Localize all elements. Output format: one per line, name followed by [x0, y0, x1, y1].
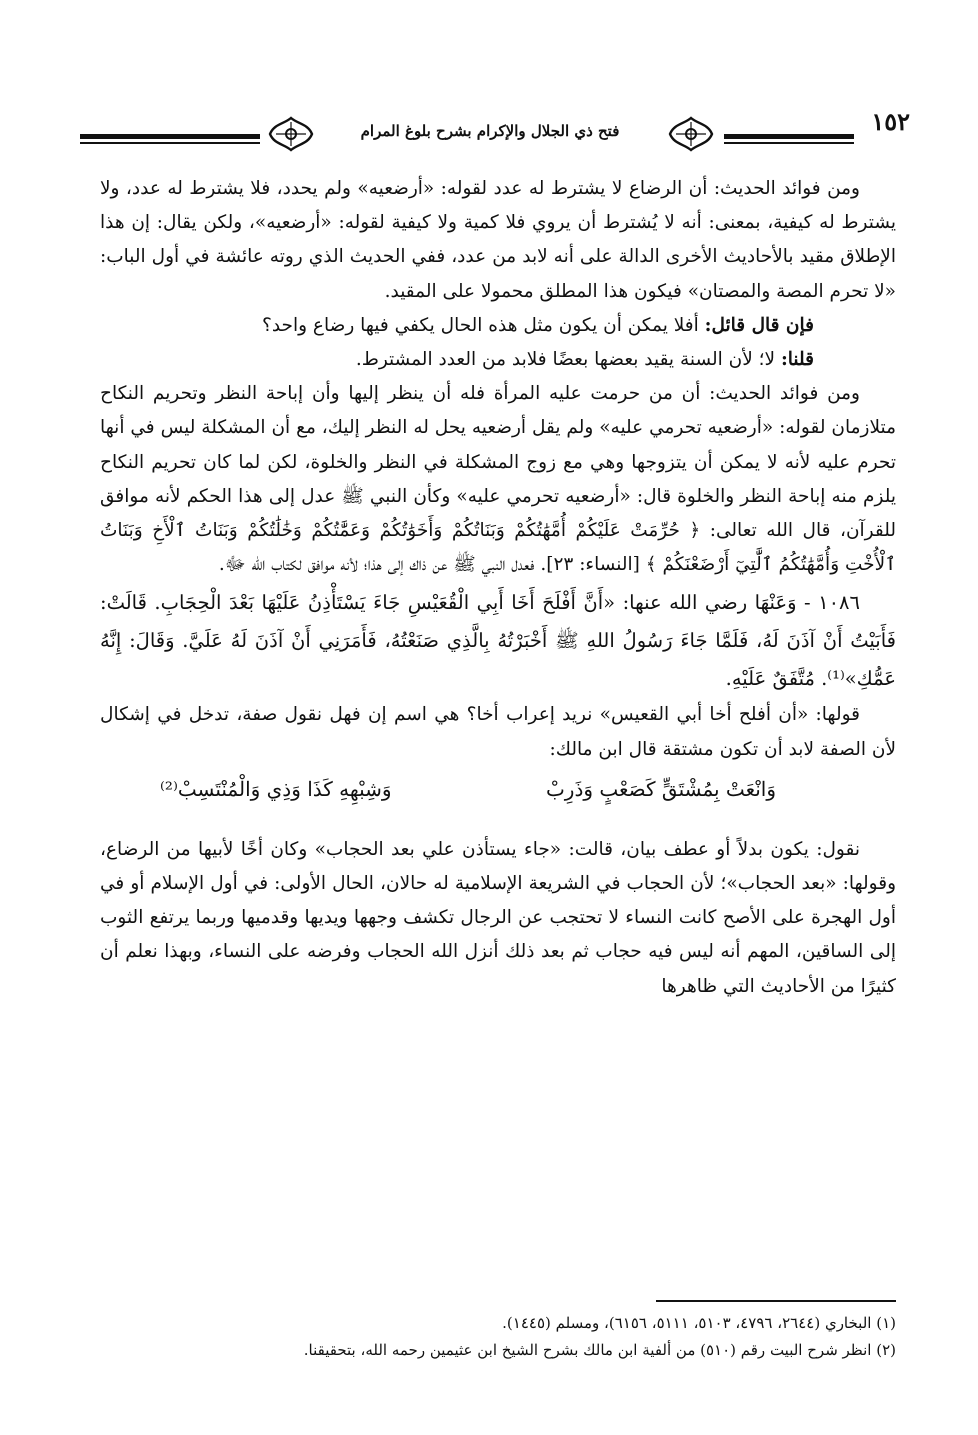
footnote-1: (١) البخاري (٢٦٤٤، ٤٧٩٦، ٥١٠٣، ٥١١١، ٦١٥٦)، ومسلم (١٤٤٥). [502, 1314, 896, 1332]
body-text [100, 172, 896, 1004]
paragraph-benefits-1: ومن فوائد الحديث: أن الرضاع لا يشترط له عدد لقوله: «أرضعيه» ولم يحدد، فلا يشترط له عدد، ولا يشترط له كيفية، بمعنى: أنه لا يُشترط أن يروي فلا كمية ولا كيفية لقوله: «أرضعيه»، ولكن يقال: إن هذا الإطلاق مقيد بالأحاديث الأخرى الدالة على أنه لابد من عدد، ففي الحديث الذي روته عائشة في أول الباب: «لا تحرم المصة والمصتان» فيكون هذا المطلق محمولا على المقيد. [100, 178, 896, 302]
question-text: أفلا يمكن أن يكون مثل هذه الحال يكفي فيها رضاع واحد؟ [262, 314, 705, 336]
header-rule-right [724, 134, 854, 139]
paragraph-hijab: نقول: يكون بدلاً أو عطف بيان، قالت: «جاء يستأذن علي بعد الحجاب» وكان أخًا لأبيها من الرضاع، وقولها: «بعد الحجاب»؛ لأن الحجاب في الشريعة الإسلامية له حالان، الحال الأولى: في أول الإسلام أو في أول الهجرة على الأصح كانت النساء لا تحتجب عن الرجال تكشف وجهها ويديها وقدميها وربما يرتفع الثوب إلى الساقين، المهم أنه ليس فيه حجاب ثم بعد ذلك أنزل الله الحجاب وفرضه على النساء، وبهذا نعلم أن كثيرًا من الأحاديث التي ظاهرها [100, 838, 896, 997]
page-number: ١٥٢ [871, 107, 910, 136]
ornament-left-icon [268, 114, 314, 154]
running-header [80, 108, 910, 154]
question-label: فإن قال قائل: [704, 314, 814, 336]
answer-label: قلنا: [780, 349, 814, 371]
verse-first-hemistich: وَانْعَتْ بِمُشْتَقٍّ كَصَعْبٍ وَذَرِبْ [545, 776, 776, 801]
verse-second-hemistich: وَشِبْهِهِ كَذَا وَذِي وَالْمُنْتَسِبْ⁽²⁾ [160, 776, 392, 801]
running-title: فتح ذي الجلال والإكرام بشرح بلوغ المرام [360, 122, 620, 140]
paragraph-benefits-2: ومن فوائد الحديث: أن من حرمت عليه المرأة فله أن ينظر إليها وأن إباحة النظر وتحريم النكاح متلازمان لقوله: «أرضعيه تحرمي عليه» ولم يقل أرضعيه يحل له النظر إليك، مع أن المشكلة ليس في أنها تحرم عليه لأنه لا يمكن أن يتزوجها وهي مع زوج المشكلة في النظر والخلوة، لكن لما كان تحريم النكاح يلزم منه إباحة النظر والخلوة قال: «أرضعيه تحرمي عليه» وكأن النبي ﷺ عدل إلى هذا الحكم لأنه موافق للقرآن، قال الله تعالى: ﴿ حُرِّمَتْ عَلَيْكُمْ أُمَّهَٰتُكُمْ وَبَنَاتُكُمْ وَأَخَوَٰتُكُمْ وَعَمَّٰتُكُمْ وَخَٰلَٰتُكُمْ وَبَنَاتُ ٱلْأَخِ وَبَنَاتُ ٱلْأُخْتِ وَأُمَّهَٰتُكُمُ ٱلَّٰتِيٓ أَرْضَعْنَكُمْ ﴾ [النساء: ٢٣]. فعدل النبي ﷺ عن ذاك إلى هذا؛ لأنه موافق لكتاب الله ﷻ. [100, 383, 896, 576]
question-line [100, 309, 896, 343]
footnotes [100, 1310, 896, 1364]
ornament-right-icon [668, 114, 714, 154]
hadith-1086: ١٠٨٦ - وَعَنْهَا رضي الله عنها: «أَنَّ أَفْلَحَ أَخَا أَبِي الْقُعَيْسِ جَاءَ يَسْتَأْذِنُ عَلَيْهَا بَعْدَ الْحِجَابِ. قَالَتْ: فَأَبَيْتُ أَنْ آذَنَ لَهُ، فَلَمَّا جَاءَ رَسُولُ اللهِ ﷺ أَخْبَرْتُهُ بِالَّذِي صَنَعْتُهُ، فَأَمَرَنِي أَنْ آذَنَ لَهُ عَلَيَّ. وَقَالَ: إِنَّهُ عَمُّكِ»⁽¹⁾. مُتَّفَقٌ عَلَيْهِ. [100, 591, 896, 691]
paragraph-grammar: قولها: «أن أفلح أخا أبي القعيس» نريد إعراب أخا؟ هي اسم إن فهل نقول صفة، تدخل في إشكال لأن الصفة لابد أن تكون مشتقة قال ابن مالك: [100, 704, 896, 760]
footnote-2: (٢) انظر شرح البيت رقم (٥١٠) من ألفية ابن مالك بشرح الشيخ ابن عثيمين رحمه الله، بتحقيقنا. [303, 1341, 896, 1359]
header-rule-left [80, 134, 260, 139]
footnote-divider [656, 1300, 896, 1302]
poetry-verse [100, 767, 896, 819]
answer-line [100, 343, 896, 377]
answer-text: لا؛ لأن السنة يقيد بعضها بعضًا فلابد من العدد المشترط. [355, 349, 781, 371]
